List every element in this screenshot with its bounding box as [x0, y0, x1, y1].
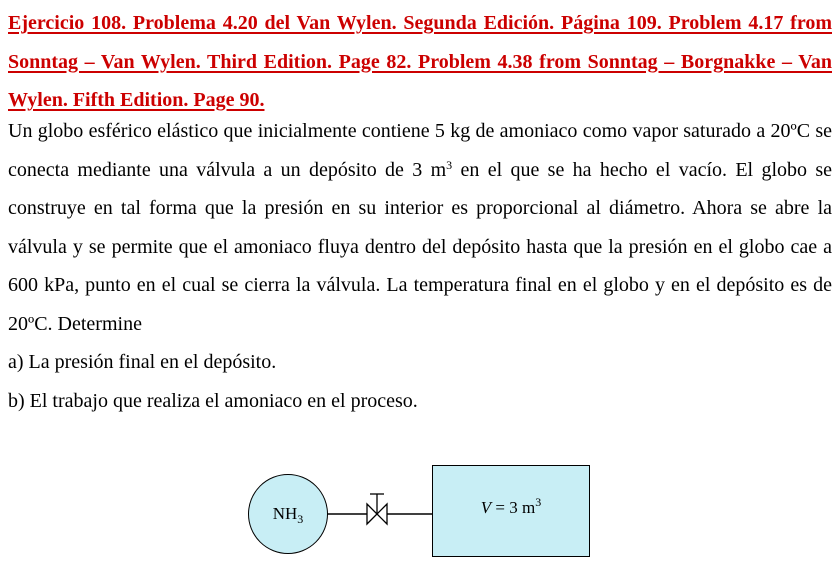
- statement-text-part-1: Un globo esférico elástico que inicialmente contiene 5 kg de amoniaco como vapor saturado a 20ºC se conecta mediante una válvula a un depósito de 3 m: [8, 120, 832, 181]
- balloon-label-main: NH: [272, 504, 298, 523]
- statement-text-part-2: en el que se ha hecho el vacío. El globo se construye en tal forma que la presión en su interior es proporcional al diámetro. Ahora se abre la válvula y se permite que el amoniaco fluya dentro del depósito hasta que la presión en el globo cae a 600 kPa, punto en el cual se cierra la válvula. La temperatura final en el globo y en el depósito es de 20ºC. Determine: [8, 158, 832, 335]
- exercise-heading-text: Ejercicio 108. Problema 4.20 del Van Wylen. Segunda Edición. Página 109. Problem 4.17 from Sonntag – Van Wylen. Third Edition. Page 82. Problem 4.38 from Sonntag – Borgnakke – Van Wylen. Fifth Edition. Page 90.: [8, 12, 832, 111]
- statement-paragraph: [8, 112, 832, 343]
- cubic-superscript: 3: [446, 157, 453, 172]
- tank-volume-label: [480, 495, 542, 518]
- question-a: a) La presión final en el depósito.: [8, 351, 277, 373]
- question-b: b) El trabajo que realiza el amoniaco en el proceso.: [8, 389, 418, 412]
- valve-icon: [367, 494, 387, 524]
- tank-volume-superscript: 3: [535, 495, 542, 509]
- schematic-diagram: [0, 450, 840, 573]
- exercise-heading: [8, 4, 832, 120]
- tank-volume-var: V: [480, 498, 492, 517]
- ammonia-balloon: [248, 474, 328, 554]
- balloon-label-subscript: 3: [297, 512, 304, 526]
- pipe-with-valve: [327, 490, 433, 536]
- balloon-label: [273, 504, 304, 524]
- evacuated-tank: [432, 465, 590, 557]
- problem-statement: [8, 112, 832, 420]
- tank-volume-eq: = 3 m: [491, 498, 536, 517]
